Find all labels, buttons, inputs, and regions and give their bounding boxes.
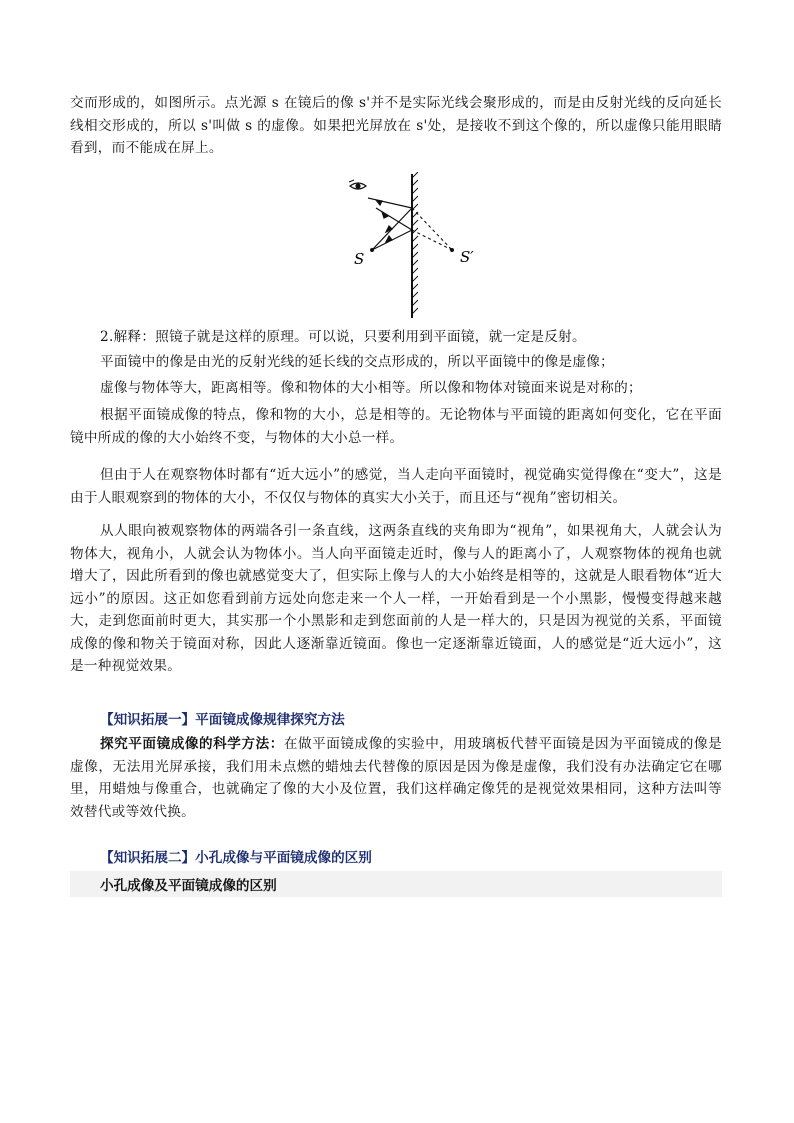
mirror-reflection-figure [340, 172, 500, 320]
extension-one-text: 在做平面镜成像的实验中，用玻璃板代替平面镜是因为平面镜成的像是虚像，无法用光屏承接，我们用未点燃的蜡烛去代替像的原因是因为像是虚像，我们没有办法确定它在哪里，用蜡烛与像重合，也就确定了像的大小及位置，我们这样确定像凭的是视觉效果相同，这种方法叫等效替代或等效代换。 [70, 736, 722, 820]
point-source-s [370, 248, 374, 252]
extension-two-heading: 【知识拓展二】小孔成像与平面镜成像的区别 [100, 850, 372, 866]
extension-one-body [70, 733, 722, 823]
explain-paragraph-5: 但由于人在观察物体时都有“近大远小”的感觉，当人走向平面镜时，视觉确实觉得像在“变大”，这是由于人眼观察到的物体的大小，不仅仅与物体的真实大小关于，而且还与“视角”密切相关。 [70, 467, 722, 506]
comparison-table-header [70, 871, 722, 897]
explain-paragraph-4: 根据平面镜成像的特点，像和物的大小，总是相等的。无论物体与平面镜的距离如何变化，它在平面镜中所成的像的大小始终不变，与物体的大小总一样。 [70, 407, 722, 446]
explain-paragraph-1: 2.解释：照镜子就是这样的原理。可以说，只要利用到平面镜，就一定是反射。 [100, 329, 586, 345]
light-rays [368, 198, 412, 250]
explain-paragraph-3: 虚像与物体等大，距离相等。像和物体的大小相等。所以像和物体对镜面来说是对称的； [100, 380, 642, 396]
mirror-diagram [340, 172, 500, 320]
explain-paragraph-2: 平面镜中的像是由光的反射光线的延长线的交点形成的，所以平面镜中的像是虚像； [100, 354, 615, 370]
virtual-extensions [412, 208, 452, 250]
intro-paragraph: 交而形成的，如图所示。点光源 s 在镜后的像 s'并不是实际光线会聚形成的，而是由反射光线的反向延长线相交形成的，所以 s'叫做 s 的虚像。如果把光屏放在 s'处，是接收不到这个像的，所以虚像只能用眼睛看到，而不能成在屏上。 [70, 95, 722, 156]
extension-one-lead: 探究平面镜成像的科学方法： [100, 736, 284, 752]
eye-icon [349, 180, 366, 189]
comparison-table-title: 小孔成像及平面镜成像的区别 [100, 878, 277, 894]
label-s: S [354, 250, 365, 268]
explain-paragraph-6: 从人眼向被观察物体的两端各引一条直线，这两条直线的夹角即为“视角”，如果视角大，人就会认为物体大，视角小，人就会认为物体小。当人向平面镜走近时，像与人的距离小了，人观察物体的视角也就增大了，因此所看到的像也就感觉变大了，但实际上像与人的大小始终是相等的，这就是人眼看物体“近大远小”的原因。这正如您看到前方远处向您走来一个人一样，一开始看到是一个小黑影，慢慢变得越来越大，走到您面前时更大，其实那一个小黑影和走到您面前的人是一样大的，只是因为视觉的关系，平面镜成像的像和物关于镜面对称，因此人逐渐靠近镜面。像也一定逐渐靠近镜面，人的感觉是“近大远小”，这是一种视觉效果。 [70, 523, 722, 674]
label-s-prime: S′ [460, 248, 474, 266]
virtual-image-s-prime [450, 248, 454, 252]
extension-one-heading: 【知识拓展一】平面镜成像规律探究方法 [100, 712, 345, 728]
